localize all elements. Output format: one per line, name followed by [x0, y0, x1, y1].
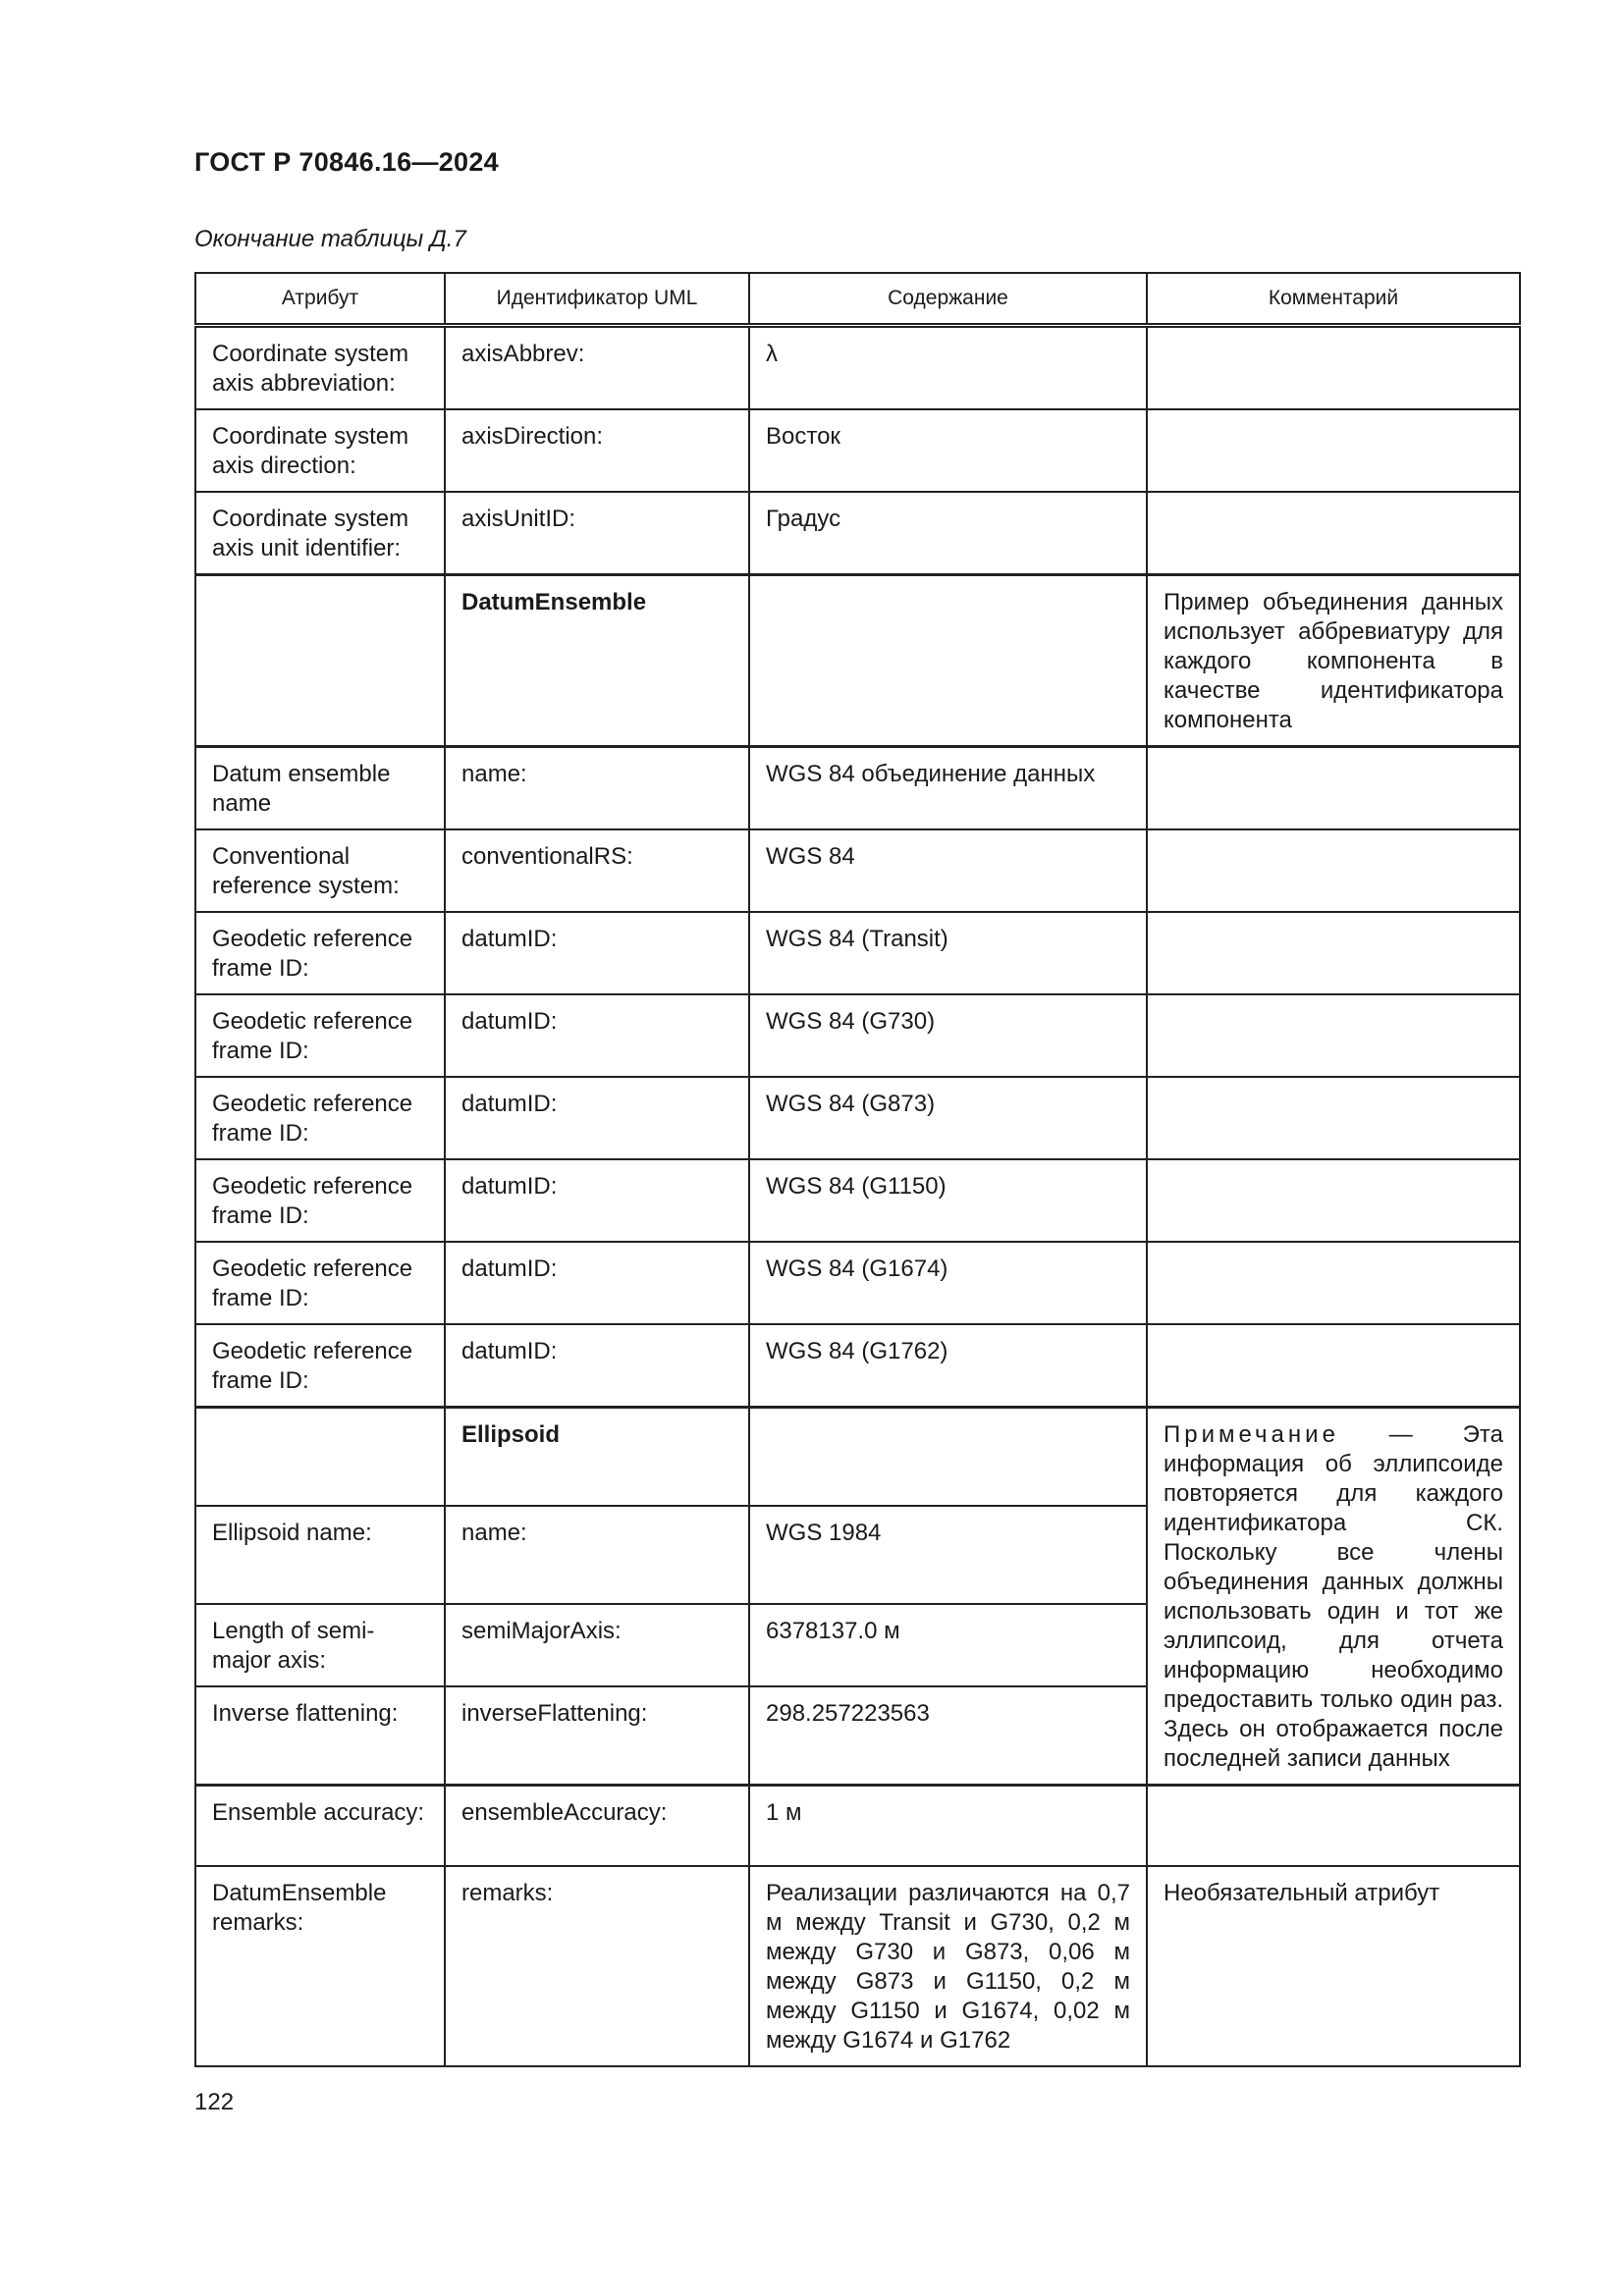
cell-content: Восток: [749, 409, 1147, 492]
column-header-content: Содержание: [749, 273, 1147, 326]
table-row: [195, 1786, 1520, 1867]
cell-comment: [1147, 912, 1520, 994]
cell-attribute: Length of semi-major axis:: [195, 1604, 445, 1686]
cell-attribute: Geodetic reference frame ID:: [195, 994, 445, 1077]
cell-attribute: Geodetic reference frame ID:: [195, 912, 445, 994]
cell-uml: axisAbbrev:: [445, 326, 749, 410]
column-header-comment: Комментарий: [1147, 273, 1520, 326]
table-row-datum-ensemble: [195, 575, 1520, 747]
cell-comment: [1147, 409, 1520, 492]
cell-content: WGS 84 (G1150): [749, 1159, 1147, 1242]
column-header-attribute: Атрибут: [195, 273, 445, 326]
cell-uml: ensembleAccuracy:: [445, 1786, 749, 1867]
table-row: [195, 1159, 1520, 1242]
table-row: [195, 912, 1520, 994]
cell-attribute: Conventional reference system:: [195, 829, 445, 912]
cell-comment: [1147, 1242, 1520, 1324]
cell-comment: [1147, 1786, 1520, 1867]
table-row: [195, 747, 1520, 830]
cell-comment: [1147, 1324, 1520, 1408]
cell-content: WGS 84: [749, 829, 1147, 912]
note-label: Примечание: [1164, 1421, 1339, 1448]
cell-comment: [1147, 747, 1520, 830]
cell-attribute: DatumEnsemble remarks:: [195, 1866, 445, 2066]
table-header-row: [195, 273, 1520, 326]
table-row: [195, 1324, 1520, 1408]
cell-content: λ: [749, 326, 1147, 410]
cell-content: [749, 575, 1147, 747]
cell-content: WGS 84 (G730): [749, 994, 1147, 1077]
cell-attribute: Geodetic reference frame ID:: [195, 1159, 445, 1242]
page-number: 122: [194, 2089, 235, 2115]
cell-comment: [1147, 1159, 1520, 1242]
cell-comment: [1147, 1077, 1520, 1159]
cell-attribute: Datum ensemble name: [195, 747, 445, 830]
cell-content: 6378137.0 м: [749, 1604, 1147, 1686]
cell-attribute: Coordinate system axis direction:: [195, 409, 445, 492]
cell-comment: [1147, 326, 1520, 410]
cell-comment: [1147, 829, 1520, 912]
cell-uml: axisDirection:: [445, 409, 749, 492]
table-row: [195, 1242, 1520, 1324]
cell-uml-section-title: DatumEnsemble: [445, 575, 749, 747]
note-text: — Эта информация об эллипсоиде повторяется для каждого идентификатора СК. Поскольку все члены объединения данных должны использовать один и тот же эллипсоид, для отчета информацию необходимо предоставить только один раз. Здесь он отображается после последней записи данных: [1164, 1421, 1503, 1772]
cell-content: WGS 84 (G873): [749, 1077, 1147, 1159]
cell-content: Градус: [749, 492, 1147, 575]
cell-content: WGS 84 (G1674): [749, 1242, 1147, 1324]
cell-uml: datumID:: [445, 912, 749, 994]
cell-attribute: Coordinate system axis unit identifier:: [195, 492, 445, 575]
cell-attribute: Inverse flattening:: [195, 1686, 445, 1786]
cell-uml: datumID:: [445, 1242, 749, 1324]
table-row: [195, 829, 1520, 912]
cell-comment: Пример объединения данных использует аббревиатуру для каждого компонента в качестве идентификатора компонента: [1147, 575, 1520, 747]
cell-attribute: [195, 1408, 445, 1507]
cell-attribute: Ensemble accuracy:: [195, 1786, 445, 1867]
cell-content: WGS 1984: [749, 1506, 1147, 1604]
cell-uml: axisUnitID:: [445, 492, 749, 575]
cell-comment-ellipsoid-note: [1147, 1408, 1520, 1786]
cell-content: WGS 84 (Transit): [749, 912, 1147, 994]
cell-uml-section-title: Ellipsoid: [445, 1408, 749, 1507]
cell-content: 298.257223563: [749, 1686, 1147, 1786]
document-header: ГОСТ Р 70846.16—2024: [194, 147, 499, 177]
table-row: [195, 994, 1520, 1077]
cell-content: [749, 1408, 1147, 1507]
cell-attribute: Geodetic reference frame ID:: [195, 1242, 445, 1324]
cell-content: Реализации различаются на 0,7 м между Transit и G730, 0,2 м между G730 и G873, 0,06 м между G873 и G1150, 0,2 м между G1150 и G1674, 0,02 м между G1674 и G1762: [749, 1866, 1147, 2066]
cell-content: WGS 84 объединение данных: [749, 747, 1147, 830]
cell-content: 1 м: [749, 1786, 1147, 1867]
table-row: [195, 326, 1520, 410]
cell-uml: name:: [445, 1506, 749, 1604]
attributes-table: [194, 272, 1521, 2067]
table-row: [195, 1866, 1520, 2066]
cell-uml: datumID:: [445, 1159, 749, 1242]
cell-uml: datumID:: [445, 1077, 749, 1159]
cell-comment: Необязательный атрибут: [1147, 1866, 1520, 2066]
cell-comment: [1147, 994, 1520, 1077]
column-header-uml-identifier: Идентификатор UML: [445, 273, 749, 326]
table-row-ellipsoid: [195, 1408, 1520, 1507]
cell-attribute: Geodetic reference frame ID:: [195, 1324, 445, 1408]
cell-uml: remarks:: [445, 1866, 749, 2066]
cell-attribute: Coordinate system axis abbreviation:: [195, 326, 445, 410]
cell-uml: inverseFlattening:: [445, 1686, 749, 1786]
cell-attribute: Geodetic reference frame ID:: [195, 1077, 445, 1159]
table-row: [195, 409, 1520, 492]
cell-uml: semiMajorAxis:: [445, 1604, 749, 1686]
table-caption: Окончание таблицы Д.7: [194, 226, 466, 252]
table-row: [195, 1077, 1520, 1159]
table-row: [195, 492, 1520, 575]
cell-comment: [1147, 492, 1520, 575]
cell-content: WGS 84 (G1762): [749, 1324, 1147, 1408]
cell-attribute: Ellipsoid name:: [195, 1506, 445, 1604]
cell-uml: datumID:: [445, 1324, 749, 1408]
cell-uml: name:: [445, 747, 749, 830]
cell-uml: datumID:: [445, 994, 749, 1077]
cell-attribute: [195, 575, 445, 747]
cell-uml: conventionalRS:: [445, 829, 749, 912]
